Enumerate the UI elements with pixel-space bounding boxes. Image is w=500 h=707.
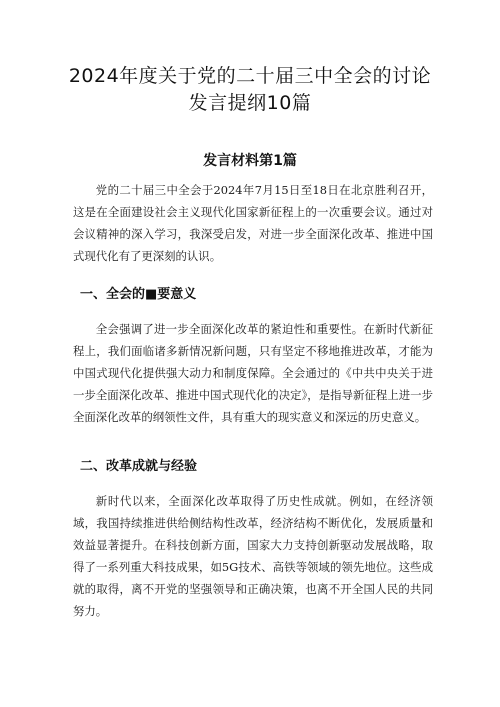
document-title-line-1: 2024年度关于党的二十届三中全会的讨论: [68, 65, 432, 87]
section-title: 发言材料第1篇: [203, 153, 297, 169]
section-heading-achievements: 二、改革成就与经验: [80, 459, 198, 474]
section-paragraph-significance: 全会强调了进一步全面深化改革的紧迫性和重要性。在新时代新征程上，我们面临诸多新情况新问题，只有坚定不移地推进改革，才能为中国式现代化提供强大动力和制度保障。全会通过的《中共中央关于进一步全面深化改革、推进中国式现代化的决定》，是指导新征程上进一步全面深化改革的纲领性文件，具有重大的现实意义和深远的历史意义。: [73, 322, 433, 424]
section-heading-significance: 一、全会的■要意义: [80, 287, 197, 302]
document-title-line-2: 发言提纲10篇: [188, 92, 312, 114]
section-paragraph-achievements: 新时代以来，全面深化改革取得了历史性成就。例如，在经济领域，我国持续推进供给侧结构性改革，经济结构不断优化，发展质量和效益显著提升。在科技创新方面，国家大力支持创新驱动发展战略，取得了一系列重大科技成果，如5G技术、高铁等领域的领先地位。这些成就的取得，离不开党的坚强领导和正确决策，也离不开全国人民的共同努力。: [73, 494, 433, 618]
intro-paragraph: 党的二十届三中全会于2024年7月15日至18日在北京胜利召开，这是在全面建设社会主义现代化国家新征程上的一次重要会议。通过对会议精神的深入学习，我深受启发，对进一步全面深化改革、推进中国式现代化有了更深刻的认识。: [73, 183, 433, 263]
